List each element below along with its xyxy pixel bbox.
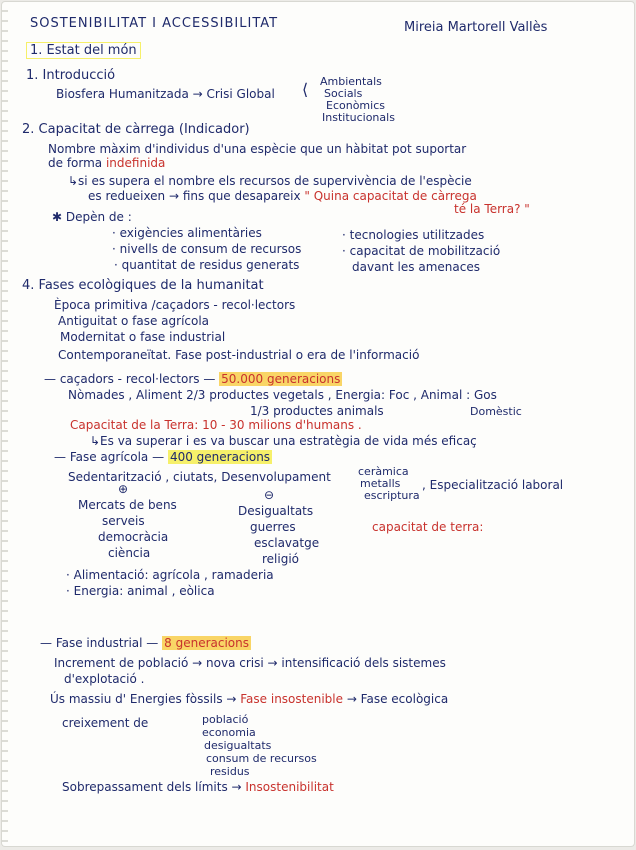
intro-line: Biosfera Humanitzada → Crisi Global xyxy=(56,87,275,101)
definition-line-2: de forma indefinida xyxy=(48,156,166,170)
factor-item: · capacitat de mobilització xyxy=(342,244,501,258)
minus-item: religió xyxy=(262,552,300,566)
plus-item: ciència xyxy=(108,546,151,560)
factor-item: · tecnologies utilitzades xyxy=(342,228,485,242)
crisis-type: Socials xyxy=(324,87,363,100)
agri-phase: — Fase agrícola — 400 generacions xyxy=(54,450,271,464)
energy-line: · Energia: animal , eòlica xyxy=(66,584,215,598)
arrow-note-2: es redueixen → fins que desapareix " Quina capacitat de càrrega xyxy=(88,189,477,203)
section-heading-estat: 1. Estat del món xyxy=(26,42,141,59)
growth-item: població xyxy=(202,713,249,726)
crisis-type: Ambientals xyxy=(320,75,382,88)
overshoot-line: Sobrepassament dels límits → Insostenibilitat xyxy=(62,780,334,794)
growth-item: economia xyxy=(202,726,256,739)
ceram-item: ceràmica xyxy=(358,465,409,478)
food-line: · Alimentació: agrícola , ramaderia xyxy=(66,568,274,582)
growth-item: residus xyxy=(210,765,250,778)
minus-item: Desigualtats xyxy=(238,504,314,518)
ceram-item: escriptura xyxy=(364,489,420,502)
increment-line: Increment de població → nova crisi → intensificació dels sistemes xyxy=(54,656,446,670)
phase-item: Època primitiva /caçadors - recol·lectors xyxy=(54,298,296,312)
fossil-line: Ús massiu d' Energies fòssils → Fase insostenible → Fase ecològica xyxy=(50,692,449,706)
question-end: té la Terra? " xyxy=(454,202,530,216)
nomads-line: Nòmades , Aliment 2/3 productes vegetals , Energia: Foc , Animal : Gos xyxy=(68,388,497,402)
growth-item: desigualtats xyxy=(204,739,272,752)
ceram-item: metalls xyxy=(360,477,401,490)
increment-line-2: d'explotació . xyxy=(64,672,145,686)
plus-item: Mercats de bens xyxy=(78,498,177,512)
minus-icon: ⊖ xyxy=(264,488,275,502)
phase-item: Antiguitat o fase agrícola xyxy=(58,314,210,328)
phase-item: Contemporaneïtat. Fase post-industrial o era de l'informació xyxy=(58,348,420,362)
sedent-line: Sedentarització , ciutats, Desenvolupament xyxy=(68,470,331,484)
industrial-phase: — Fase industrial — 8 generacions xyxy=(40,636,249,650)
section-heading-capacitat: 2. Capacitat de càrrega (Indicador) xyxy=(22,122,250,137)
growth-label: creixement de xyxy=(62,716,149,730)
animal-products: 1/3 productes animals xyxy=(250,404,384,418)
crisis-type: Institucionals xyxy=(322,111,395,124)
definition-line: Nombre màxim d'individus d'una espècie que un hàbitat pot suportar xyxy=(48,142,467,156)
brace-icon: ⟨ xyxy=(302,80,309,99)
depends-label: ✱ Depèn de : xyxy=(52,210,132,224)
plus-item: serveis xyxy=(102,514,145,528)
specialization: , Especialització laboral xyxy=(422,478,564,492)
page-title: SOSTENIBILITAT I ACCESSIBILITAT xyxy=(30,16,279,31)
crisis-type: Econòmics xyxy=(326,99,385,112)
factor-item: · quantitat de residus generats xyxy=(114,258,300,272)
binder-holes xyxy=(2,2,8,846)
hunter-phase: — caçadors - recol·lectors — 50.000 generacions xyxy=(44,372,341,386)
factor-item: · nivells de consum de recursos xyxy=(112,242,302,256)
surpass-note: ↳Es va superar i es va buscar una estratègia de vida més eficaç xyxy=(90,434,477,448)
phase-item: Modernitat o fase industrial xyxy=(60,330,226,344)
notebook-page xyxy=(2,2,634,846)
minus-item: esclavatge xyxy=(254,536,320,550)
domestic-label: Domèstic xyxy=(470,405,522,418)
arrow-note: ↳si es supera el nombre els recursos de supervivència de l'espècie xyxy=(68,174,472,188)
capacity-label: Capacitat de la Terra: 10 - 30 milions d'humans . xyxy=(70,418,362,432)
author-name: Mireia Martorell Vallès xyxy=(404,20,548,35)
section-heading-fases: 4. Fases ecològiques de la humanitat xyxy=(22,278,264,293)
cap-terra-label: capacitat de terra: xyxy=(372,520,484,534)
plus-icon: ⊕ xyxy=(118,482,129,496)
section-heading-intro: 1. Introducció xyxy=(26,68,116,83)
minus-item: guerres xyxy=(250,520,296,534)
plus-item: democràcia xyxy=(98,530,169,544)
factor-item: · exigències alimentàries xyxy=(112,226,262,240)
growth-item: consum de recursos xyxy=(206,752,317,765)
factor-item: davant les amenaces xyxy=(352,260,480,274)
